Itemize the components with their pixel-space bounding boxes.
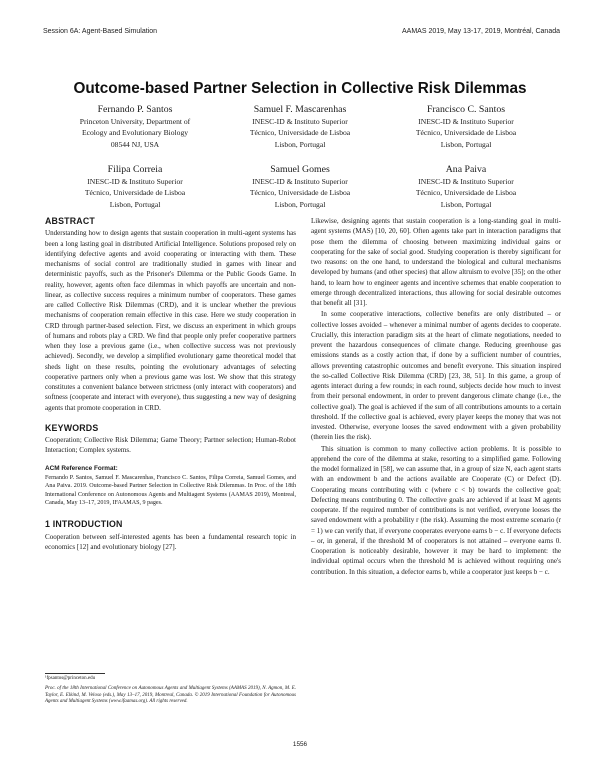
introduction-heading: 1 INTRODUCTION: [45, 519, 123, 530]
right-paragraph: This situation is common to many collective action problems. It is possible to apprehend the core of the dilemma at stake, resorting to a simplified game. Following the model formalized in [58], we can assume that, in a group of size N, each agent starts with an endowment b and the actions available are Cooperate (C) or Defect (D). Cooperating means contributing with c (where c < b) towards the collective goal; Defecting means contributing 0. The collective goals are achieved if at least M agents cooperate. If the required number of contributions is not verified, everyone looses the saved endowment with a probability r (the risk). Assuming the most extreme scenario (r = 1) we can verify that, if everyone cooperates everyone earns b − c. If everyone defects – or, in general, if the threshold M of cooperators is not attained – everyone earns 0. Cooperation is noticeably desirable, however it may be hard to implement: the individual optimal occurs when the threshold M is achieved without requiring one's contribution. In this situation, a defector earns b, while a cooperator just keeps b − c.: [311, 444, 561, 576]
author-affiliation: INESC-ID & Instituto Superior: [87, 177, 183, 186]
author-block: [376, 163, 556, 210]
author-affiliation: Lisbon, Portugal: [109, 199, 161, 209]
abstract-heading: ABSTRACT: [45, 216, 95, 226]
author-name: Samuel Gomes: [270, 164, 330, 175]
acm-reference-heading: ACM Reference Format:: [45, 464, 118, 472]
author-affiliation: 08544 NJ, USA: [110, 139, 160, 149]
left-column: [45, 216, 296, 552]
author-affiliation: INESC-ID & Instituto Superior: [418, 117, 514, 126]
author-name: Samuel F. Mascarenhas: [253, 104, 347, 115]
author-affiliation: Princeton University, Department of: [79, 117, 191, 126]
author-affiliation: Técnico, Universidade de Lisboa: [249, 188, 351, 198]
keywords-heading: KEYWORDS: [45, 422, 99, 433]
footnote-rule: [45, 673, 105, 674]
introduction-text: Cooperation between self-interested agents has been a fundamental research topic in economics [12] and evolutionary biology [27].: [45, 532, 296, 551]
author-block: [376, 103, 556, 150]
author-name: Filipa Correia: [107, 164, 163, 175]
author-affiliation: Lisbon, Portugal: [274, 199, 326, 209]
author-block: [210, 103, 390, 150]
author-affiliation: Técnico, Universidade de Lisboa: [415, 128, 517, 138]
author-affiliation: Técnico, Universidade de Lisboa: [415, 188, 517, 198]
author-block: [45, 163, 225, 210]
author-name: Francisco C. Santos: [426, 104, 506, 115]
right-paragraph: Likewise, designing agents that sustain cooperation is a long-standing goal in multi-agent systems (MAS) [10, 20, 60]. Often agents take part in interaction paradigms that pose them the dilemma of choosing between maximizing individual gains or cooperating for the sake of social good. Studying cooperation is thereby significant for two reasons: on the one hand, to understand the biological and cultural mechanisms developed by humans (and other species) that allow altruism to evolve [35]; on the other hand, to learn how to engineer agents and incentive schemes that enable cooperation to emerge through decentralized interactions, thus allowing for social desirable outcomes that benefit all [31].: [311, 217, 561, 307]
page-number: 1556: [292, 741, 308, 748]
acm-reference-text: Fernando P. Santos, Samuel F. Mascarenhas, Francisco C. Santos, Filipa Correia, Samuel Gomes, and Ana Paiva. 2019. Outcome-based Partner Selection in Collective Risk Dilemmas. In Proc. of the 18th International Conference on Autonomous Agents and Multiagent Systems (AAMAS 2019), Montreal, Canada, May 13–17, 2019, IFAAMAS, 9 pages.: [45, 474, 296, 506]
author-affiliation: INESC-ID & Instituto Superior: [252, 117, 348, 126]
author-affiliation: INESC-ID & Instituto Superior: [252, 177, 348, 186]
author-affiliation: Técnico, Universidade de Lisboa: [249, 128, 351, 138]
abstract-text: Understanding how to design agents that sustain cooperation in multi-agent systems has been a long lasting goal in distributed Artificial Intelligence. Solutions proposed rely on identifying defective agents and avoid cooperating or interacting with them. These mechanisms of social control are traditionally studied in games with linear and deterministic payoffs, such as the Prisoner's Dilemma or the Public Goods Game. In reality, however, agents often face dilemmas in which payoffs are uncertain and non-linear, as collective success requires a minimum number of cooperators. These games are called Collective Risk Dilemmas (CRD), and it is unclear whether the previous mechanisms of cooperation remain effective in this case. Here we study cooperation in CRD through partner-based selection. First, we discuss an experiment in which groups of humans and robots play a CRD. We find that people only prefer cooperative partners when they lose a previous game (i.e., when collective success was not previously achieved). Secondly, we develop a simplified evolutionary game theoretical model that sheds light on these results, pointing the evolutionary advantages of selecting cooperative partners only when a previous game was lost. We show that this strategy constitutes a convenient balance between strictness (only interact with cooperators) and softness (cooperate and interact with everyone), thus suggesting a new way of designing agents that promote cooperation in CRD.: [45, 229, 296, 412]
running-header-left: Session 6A: Agent-Based Simulation: [43, 28, 158, 35]
author-block: [210, 163, 390, 210]
author-affiliation: Ecology and Evolutionary Biology: [81, 128, 189, 138]
author-block: [45, 103, 225, 150]
author-affiliation: Técnico, Universidade de Lisboa: [84, 188, 186, 198]
right-paragraph: In some cooperative interactions, collective benefits are only distributed – or collective losses avoided – whenever a minimal number of agents decides to cooperate. Crucially, this interaction paradigm sits at the heart of climate negotiations, needed to prevent the hazardous consequences of climate change. Reducing greenhouse gas emissions stands as a costly action that, if done by a sufficient number of countries, allows preventing catastrophic outcomes and benefit everyone. This situation inspired the so-called Collective Risk Dilemma (CRD) [23, 38, 51]. In this game, a group of agents interact during a few rounds; in each round, subjects decide how much to invest from their personal endowment, in order to prevent dangerous climate change (i.e., the collective goal). The goal is achieved if the sum of all contributions amounts to a certain threshold. If the collective goal is achieved, every player keeps the money that was not invested. Otherwise, everyone looses the saved endowment with a given probability (therein lies the risk).: [311, 310, 561, 442]
right-column: [311, 216, 561, 577]
author-affiliation: INESC-ID & Instituto Superior: [418, 177, 514, 186]
paper-title: Outcome-based Partner Selection in Collective Risk Dilemmas: [73, 80, 527, 97]
author-affiliation: Lisbon, Portugal: [440, 139, 492, 149]
author-affiliation: Lisbon, Portugal: [440, 199, 492, 209]
proceedings-note: Proc. of the 18th International Conference on Autonomous Agents and Multiagent Systems (AAMAS 2019), N. Agmon, M. E. Taylor, E. Elkind, M. Veloso (eds.), May 13–17, 2019, Montreal, Canada. © 2019 International Foundation for Autonomous Agents and Multiagent Systems (www.ifaamas.org). All rights reserved.: [45, 686, 296, 704]
author-name: Ana Paiva: [445, 164, 487, 175]
running-header-right: AAMAS 2019, May 13-17, 2019, Montréal, Canada: [402, 28, 560, 35]
author-affiliation: Lisbon, Portugal: [274, 139, 326, 149]
author-name: Fernando P. Santos: [97, 104, 173, 115]
keywords-text: Cooperation; Collective Risk Dilemma; Game Theory; Partner selection; Human-Robot Interaction; Complex systems.: [45, 436, 296, 455]
footnote-email: ¹fpsantos@princeton.edu: [45, 676, 96, 681]
